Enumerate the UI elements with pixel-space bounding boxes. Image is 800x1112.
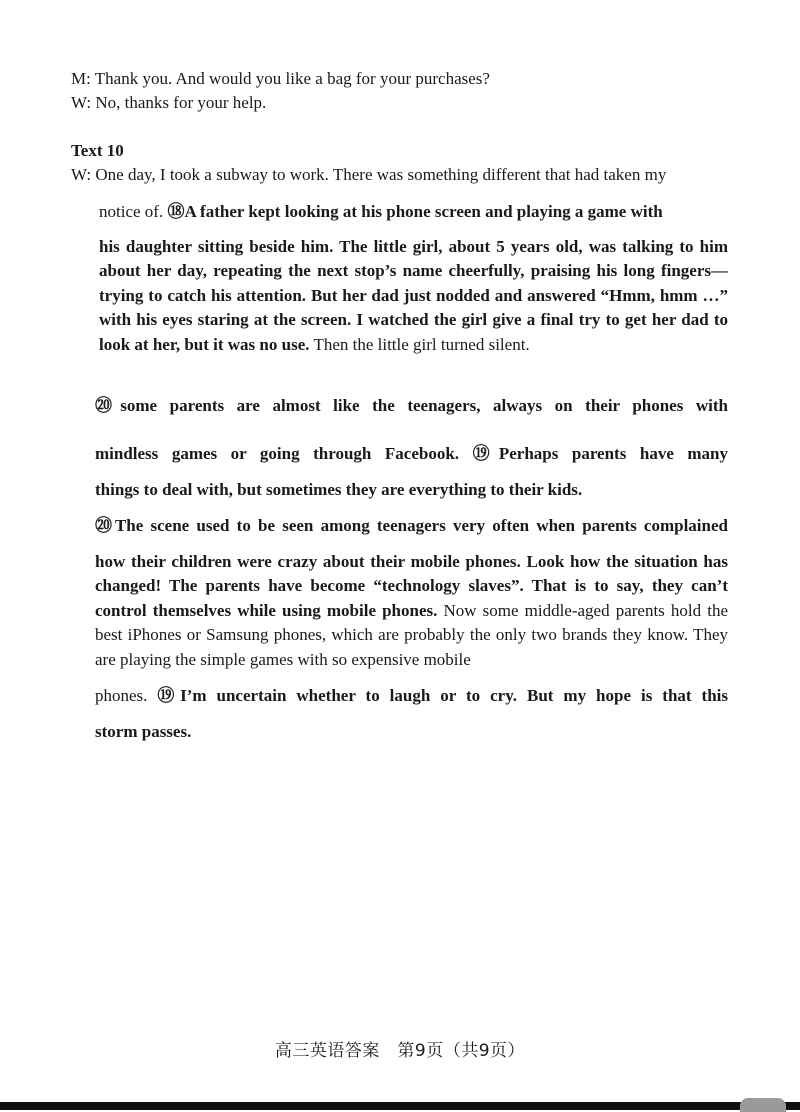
para1-bold-start: ⑱A father kept looking at his phone screen and playing a game with bbox=[167, 202, 663, 221]
para2-line3: things to deal with, but sometimes they are everything to their kids. bbox=[95, 480, 583, 499]
para3-body bbox=[95, 550, 728, 672]
para3-plain-main: Now some middle-aged parents hold the best iPhones or Samsung phones, which are probably the only two brands they know. They are playing the simple games with so expensive mobile bbox=[95, 600, 728, 669]
dialogue-m-line: M: Thank you. And would you like a bag for your purchases? bbox=[71, 69, 490, 88]
para1-plain-end: Then the little girl turned silent. bbox=[309, 334, 530, 354]
page-footer: 高三英语答案 第9页（共9页） bbox=[274, 1041, 526, 1061]
para1-first-line bbox=[99, 200, 728, 224]
para4-first-line bbox=[95, 684, 728, 708]
para3-bold-main: how their children were crazy about their mobile phones. Look how the situation has changed! The parents have become “technology slaves”. That is to say, they can’t control themselves while using mobile phones. bbox=[95, 552, 728, 620]
para1-bold-main: his daughter sitting beside him. The little girl, about 5 years old, was talking to him about her day, repeating the next stop’s name cheerfully, praising his long fingers—trying to catch his attention. But her dad just nodded and answered “Hmm, hmm …” with his eyes staring at the screen. I watched the girl give a final try to get her dad to look at her, but it was no use. bbox=[99, 237, 728, 354]
para3-line1: ⑳The scene used to be seen among teenagers very often when parents complained bbox=[95, 516, 728, 535]
para4-bold-end: storm passes. bbox=[95, 722, 192, 741]
bottom-edge-bar bbox=[0, 1102, 800, 1110]
para2-line1: ⑳some parents are almost like the teenagers, always on their phones with bbox=[95, 396, 728, 415]
para4-plain-start: phones. bbox=[95, 686, 158, 705]
text10-intro: W: One day, I took a subway to work. There was something different that had taken my bbox=[71, 165, 667, 184]
text10-heading: Text 10 bbox=[71, 141, 124, 160]
dialogue-w-line: W: No, thanks for your help. bbox=[71, 93, 267, 112]
para1-body bbox=[99, 235, 728, 357]
para1-plain-start: notice of. bbox=[99, 202, 168, 221]
para2-line2: mindless games or going through Facebook. ⑲Perhaps parents have many bbox=[95, 444, 728, 463]
para4-bold-start: ⑲I’m uncertain whether to laugh or to cry. But my hope is that this bbox=[157, 686, 728, 705]
